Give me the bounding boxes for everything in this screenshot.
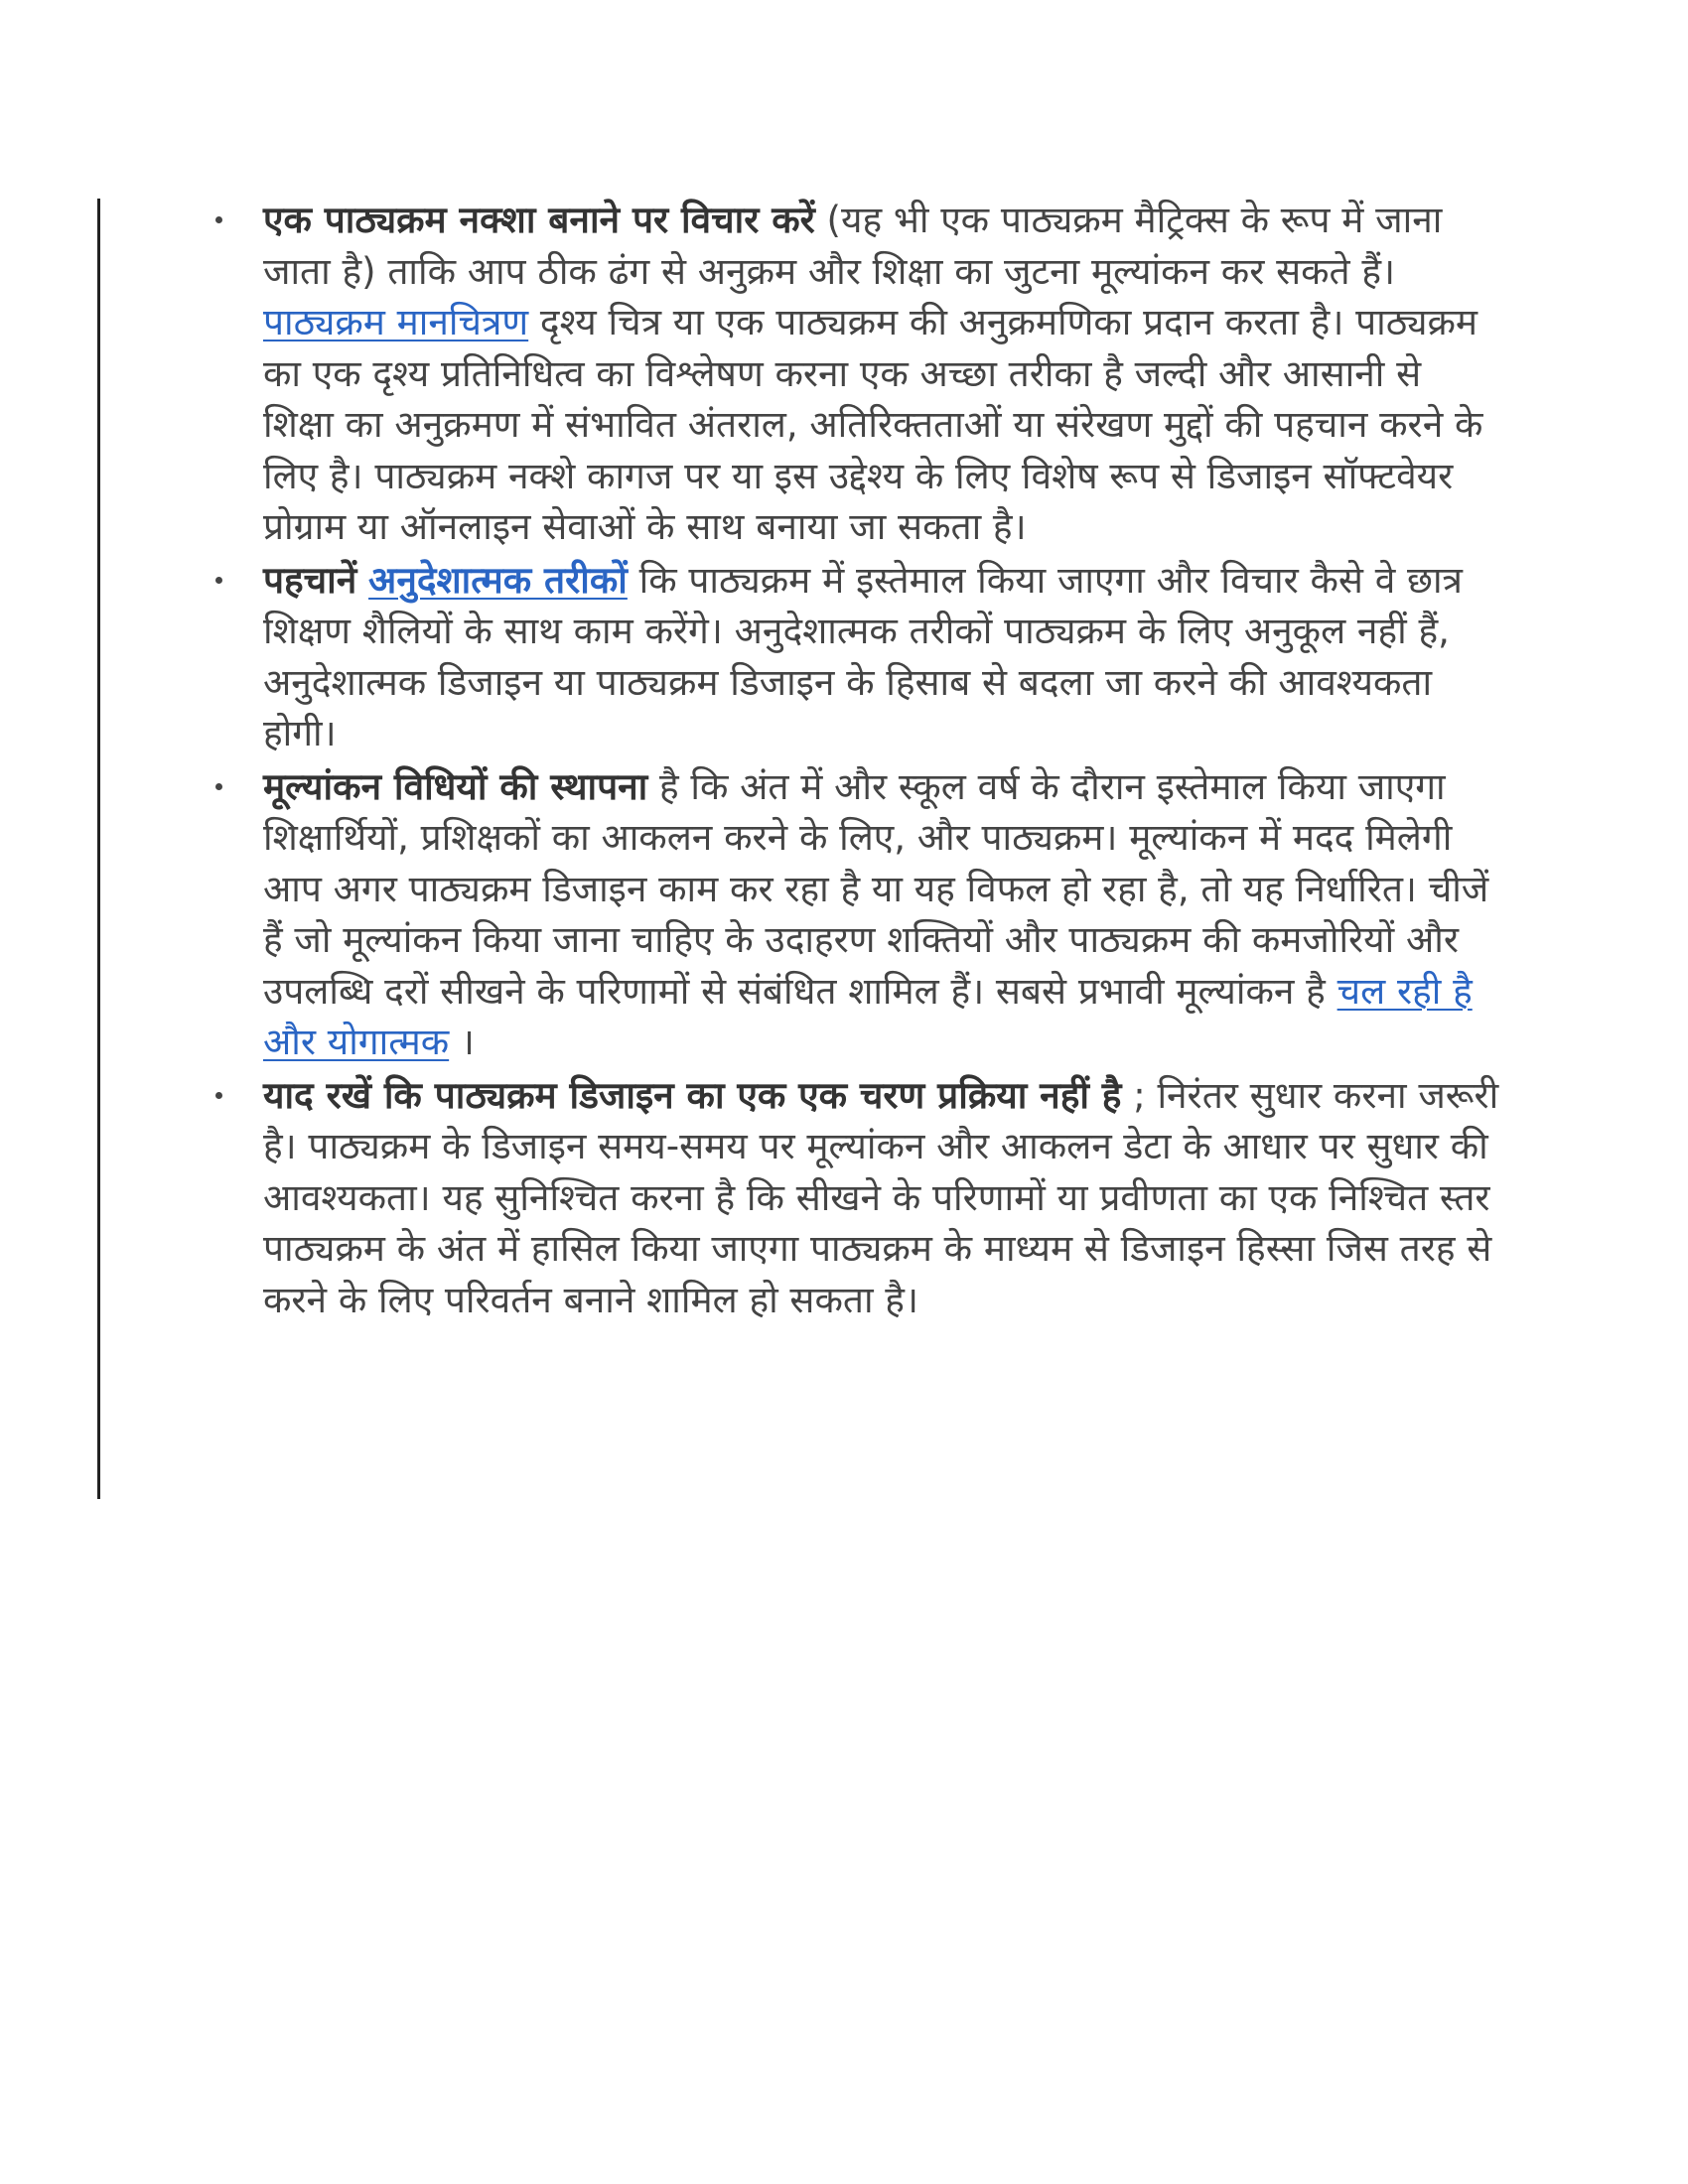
item-text: । xyxy=(449,1021,475,1063)
item-lead: पहचानें xyxy=(263,558,357,602)
list-item xyxy=(263,761,1499,1068)
list-item xyxy=(263,195,1499,553)
document-body xyxy=(263,195,1499,1327)
bullet-icon xyxy=(215,1092,222,1099)
bullet-icon xyxy=(215,783,222,790)
item-lead: एक पाठ्यक्रम नक्शा बनाने पर विचार करें xyxy=(263,199,815,241)
blockquote-bar xyxy=(97,199,100,1499)
list-item xyxy=(263,555,1499,759)
item-text: ; निरंतर सुधार करना जरूरी है। पाठ्यक्रम के डिजाइन समय-समय पर मूल्यांकन और आकलन डेटा के आधार पर सुधार की आवश्यकता। यह सुनिश्चित करना है कि सीखने के परिणामों या प्रवीणता का एक निश्चित स्तर पाठ्यक्रम के अंत में हासिल किया जाएगा पाठ्यक्रम के माध्यम से डिजाइन हिस्सा जिस तरह से करने के लिए परिवर्तन बनाने शामिल हो सकता है। xyxy=(263,1073,1499,1321)
bullet-icon xyxy=(215,216,222,223)
formative-summative-link[interactable]: चल रही है और योगात्मक xyxy=(263,969,1473,1063)
list-item xyxy=(263,1070,1499,1326)
bullet-icon xyxy=(215,577,222,584)
item-lead: मूल्यांकन विधियों की स्थापना xyxy=(263,764,648,808)
item-text: कि पाठ्यक्रम में इस्तेमाल किया जाएगा और विचार कैसे वे छात्र शिक्षण शैलियों के साथ काम करेंगे। अनुदेशात्मक तरीकों पाठ्यक्रम के लिए अनुकूल नहीं हैं, अनुदेशात्मक डिजाइन या पाठ्यक्रम डिजाइन के हिसाब से बदला जा करने की आवश्यकता होगी। xyxy=(263,558,1463,754)
item-text: है कि अंत में और स्कूल वर्ष के दौरान इस्तेमाल किया जाएगा शिक्षार्थियों, प्रशिक्षकों का आकलन करने के लिए, और पाठ्यक्रम। मूल्यांकन में मदद मिलेगी आप अगर पाठ्यक्रम डिजाइन काम कर रहा है या यह विफल हो रहा है, तो यह निर्धारित। चीजें हैं जो मूल्यांकन किया जाना चाहिए के उदाहरण शक्तियों और पाठ्यक्रम की कमजोरियों और उपलब्धि दरों सीखने के परिणामों से संबंधित शामिल हैं। सबसे प्रभावी मूल्यांकन है xyxy=(263,764,1489,1013)
item-lead: याद रखें कि पाठ्यक्रम डिजाइन का एक एक चरण प्रक्रिया नहीं है xyxy=(263,1073,1122,1117)
bullet-list xyxy=(263,195,1499,1325)
item-text: (यह भी एक पाठ्यक्रम मैट्रिक्स के रूप में जाना जाता है) ताकि आप ठीक ढंग से अनुक्रम और शिक्षा का जुटना मूल्यांकन कर सकते हैं। xyxy=(263,199,1443,293)
item-text: दृश्य चित्र या एक पाठ्यक्रम की अनुक्रमणिका प्रदान करता है। पाठ्यक्रम का एक दृश्य प्रतिनिधित्व का विश्लेषण करना एक अच्छा तरीका है जल्दी और आसानी से शिक्षा का अनुक्रमण में संभावित अंतराल, अतिरिक्तताओं या संरेखण मुद्दों की पहचान करने के लिए है। पाठ्यक्रम नक्शे कागज पर या इस उद्देश्य के लिए विशेष रूप से डिजाइन सॉफ्टवेयर प्रोग्राम या ऑनलाइन सेवाओं के साथ बनाया जा सकता है। xyxy=(263,301,1483,548)
curriculum-mapping-link[interactable]: पाठ्यक्रम मानचित्रण xyxy=(263,301,529,343)
instructional-methods-link[interactable]: अनुदेशात्मक तरीकों xyxy=(368,558,628,602)
